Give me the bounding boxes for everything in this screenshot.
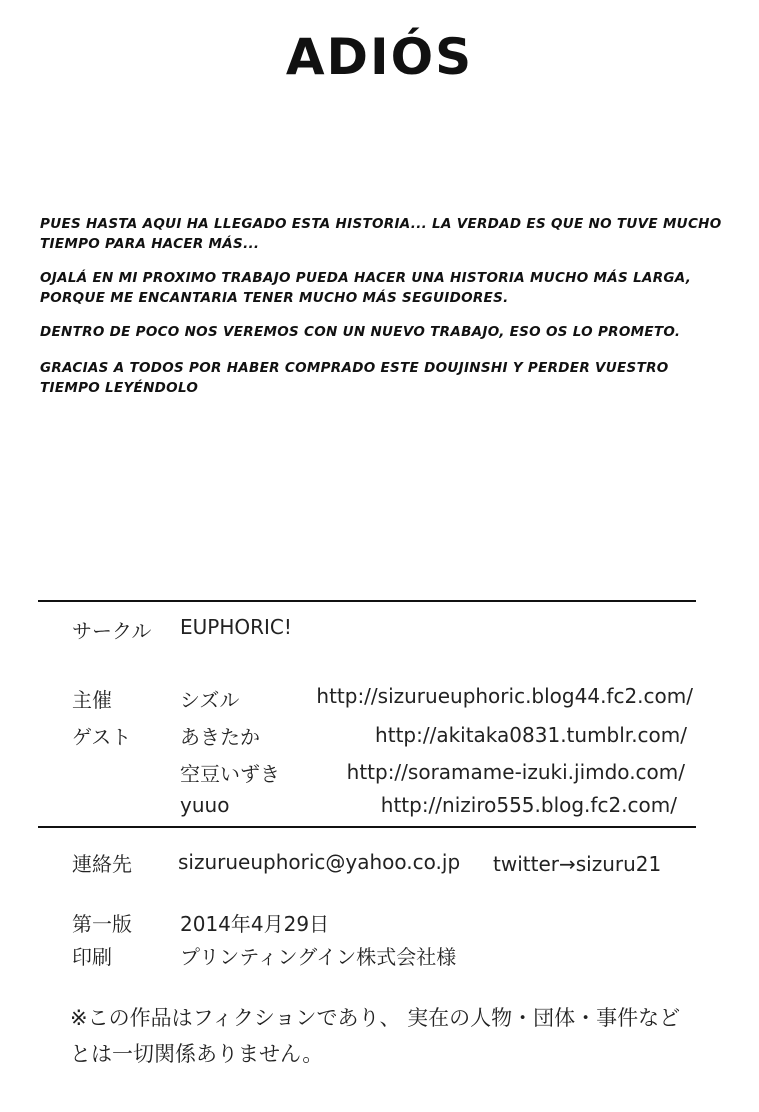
host-url[interactable]: http://sizurueuphoric.blog44.fc2.com/ [316, 684, 693, 708]
guest-url[interactable]: http://akitaka0831.tumblr.com/ [375, 723, 687, 747]
printer-name: プリンティングイン株式会社様 [180, 945, 457, 969]
disclaimer-line: ※この作品はフィクションであり、 実在の人物・団体・事件など [70, 1006, 681, 1030]
contact-label: 連絡先 [72, 852, 132, 876]
message-line: DENTRO DE POCO NOS VEREMOS CON UN NUEVO TRABAJO, ESO OS LO PROMETO. [40, 324, 681, 340]
message-paragraph-2 [40, 268, 730, 308]
divider-middle [38, 826, 696, 828]
message-line: PORQUE ME ENCANTARIA TENER MUCHO MÁS SEGUIDORES. [40, 290, 509, 306]
message-paragraph-4 [40, 358, 730, 398]
contact-twitter[interactable]: twitter→sizuru21 [493, 852, 662, 876]
message-paragraph-3 [40, 322, 730, 342]
circle-label: サークル [72, 619, 152, 643]
guest-label: ゲスト [72, 725, 132, 749]
fiction-disclaimer [70, 1000, 720, 1072]
message-paragraph-1 [40, 214, 730, 254]
guest-url[interactable]: http://niziro555.blog.fc2.com/ [380, 793, 677, 817]
print-label: 印刷 [72, 945, 112, 969]
message-line: TIEMPO PARA HACER MÁS... [40, 236, 260, 252]
message-line: OJALÁ EN MI PROXIMO TRABAJO PUEDA HACER UNA HISTORIA MUCHO MÁS LARGA, [40, 270, 692, 286]
message-line: GRACIAS A TODOS POR HABER COMPRADO ESTE DOUJINSHI Y PERDER VUESTRO [40, 360, 669, 376]
message-line: PUES HASTA AQUI HA LLEGADO ESTA HISTORIA... LA VERDAD ES QUE NO TUVE MUCHO [40, 216, 722, 232]
guest-name: yuuo [180, 793, 230, 817]
contact-email[interactable]: sizurueuphoric@yahoo.co.jp [178, 850, 461, 874]
edition-date: 2014年4月29日 [180, 912, 330, 936]
circle-name: EUPHORIC! [180, 615, 292, 639]
host-label: 主催 [72, 688, 112, 712]
guest-url[interactable]: http://soramame-izuki.jimdo.com/ [346, 760, 685, 784]
host-name: シズル [180, 688, 240, 712]
message-line: TIEMPO LEYÉNDOLO [40, 380, 199, 396]
disclaimer-line: とは一切関係ありません。 [70, 1042, 324, 1066]
guest-name: あきたか [180, 725, 260, 749]
divider-top [38, 600, 696, 602]
page-title: ADIÓS [285, 28, 474, 86]
guest-name: 空豆いずき [180, 762, 280, 786]
edition-label: 第一版 [72, 912, 132, 936]
